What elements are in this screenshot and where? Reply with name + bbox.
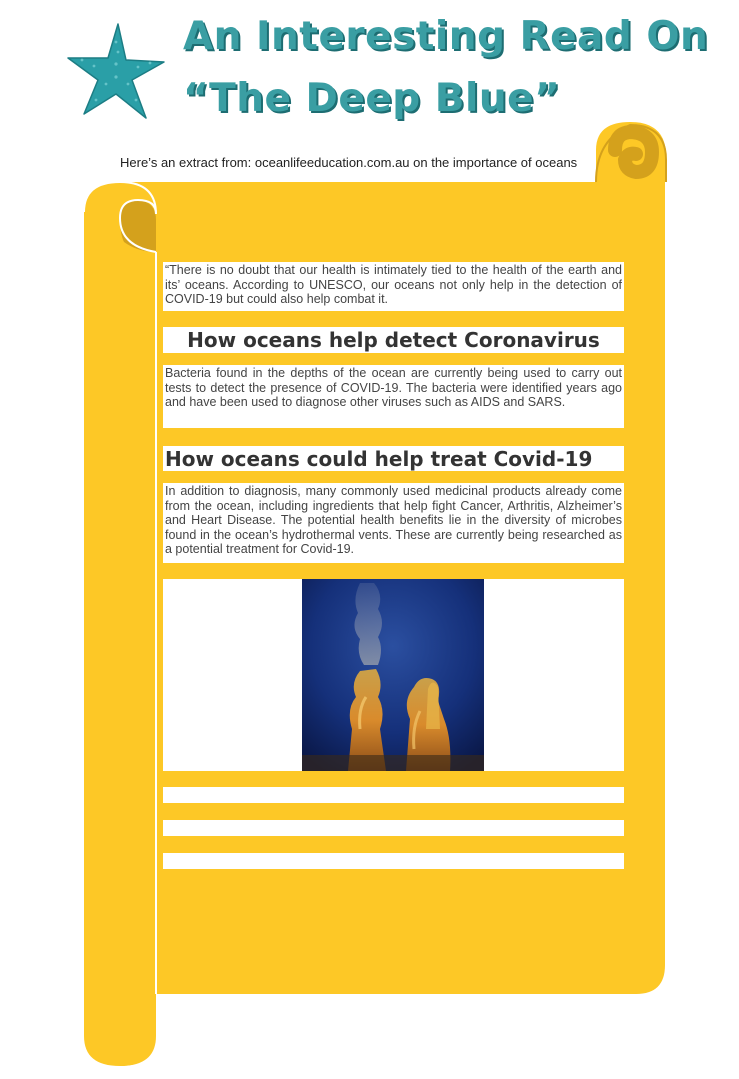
blank-line-1 [163,787,624,803]
blank-line-2 [163,820,624,836]
page-title-line2: “The Deep Blue” [183,76,561,121]
scroll-top-curl-inner [615,132,652,172]
heading-treat: How oceans could help treat Covid-19 [163,446,624,471]
blank-line-3 [163,853,624,869]
vent-image-frame [163,579,624,771]
hydrothermal-vent-image [302,579,484,771]
paragraph-detect: Bacteria found in the depths of the ocean are currently being used to carry out tests to detect the presence of COVID-19. The bacteria were identified years ago and have been used to diagnose other viruses such as AIDS and SARS. [163,365,624,428]
intro-text: Here’s an extract from: oceanlifeeducation.com.au on the importance of oceans [120,155,578,170]
page-title-line1: An Interesting Read On [183,14,709,59]
scroll-left-roll [84,182,156,1066]
heading-detect: How oceans help detect Coronavirus [163,327,624,353]
intro-quote: “There is no doubt that our health is intimately tied to the health of the earth and its’ oceans. According to UNESCO, our oceans not only help in the detection of COVID-19 but could also help combat it. [163,262,624,311]
paragraph-treat: In addition to diagnosis, many commonly used medicinal products already come from the ocean, including ingredients that help fight Cancer, Arthritis, Alzheimer’s and Heart Disease. The potential health benefits lie in the diversity of microbes found in the ocean’s hydrothermal vents. These are currently being researched as a potential treatment for Covid-19. [163,483,624,563]
